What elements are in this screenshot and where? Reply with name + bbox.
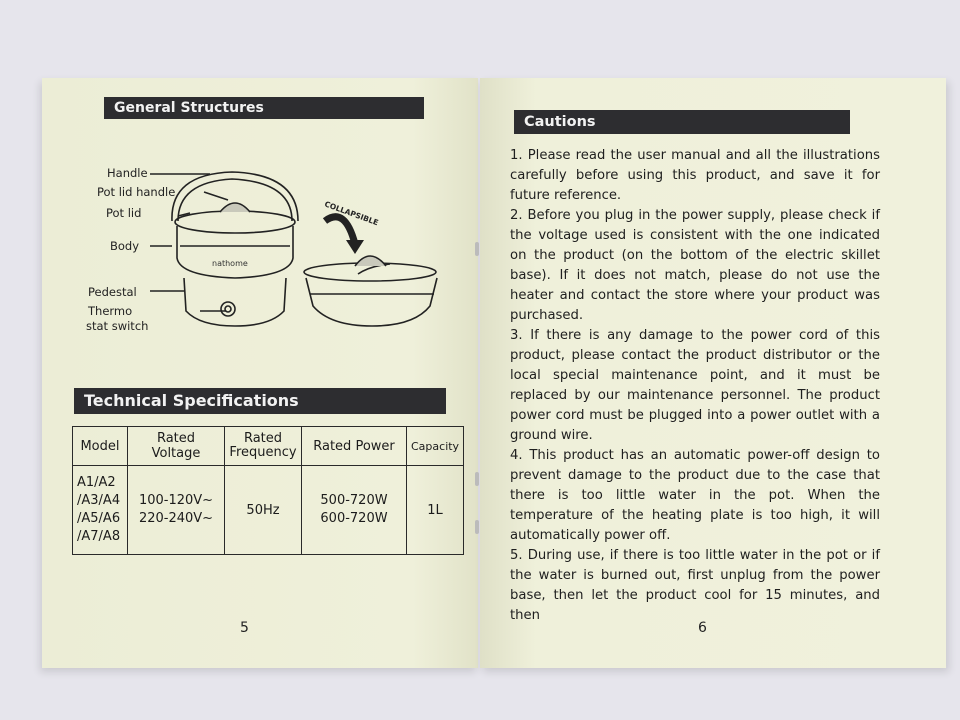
binding-stitch (475, 472, 479, 486)
cell-capacity: 1L (407, 466, 464, 555)
cautions-title: Cautions (514, 110, 850, 134)
spec-table (72, 426, 464, 555)
label-pot-lid-handle: Pot lid handle (97, 185, 176, 199)
caution-paragraph: 1. Please read the user manual and all the illustrations carefully before using this product, and save it for future reference. (510, 148, 880, 203)
header-rated-voltage: Rated Voltage (128, 427, 225, 466)
label-handle: Handle (107, 166, 148, 180)
cell-voltage: 100-120V~ 220-240V~ (128, 466, 225, 555)
multicooker-diagram (150, 166, 450, 336)
curved-arrow-icon (325, 217, 364, 254)
label-thermo-line1: Thermo (88, 304, 133, 318)
page-number-right: 6 (698, 620, 707, 636)
caution-paragraph: 2. Before you plug in the power supply, please check if the voltage used is consistent with the one indicated on the product (on the bottom of the electric skillet base). If it does not match, please do not use the heater and contact the store where your product was purchased. (510, 208, 880, 323)
label-pedestal: Pedestal (88, 285, 137, 299)
header-capacity: Capacity (407, 427, 464, 466)
binding-stitch (475, 242, 479, 256)
label-thermo-line2: stat switch (86, 319, 149, 333)
cell-model: A1/A2 /A3/A4 /A5/A6 /A7/A8 (73, 466, 128, 555)
cautions-text (510, 146, 880, 626)
cell-frequency: 50Hz (225, 466, 302, 555)
header-rated-frequency: Rated Frequency (225, 427, 302, 466)
cell-power: 500-720W 600-720W (302, 466, 407, 555)
brand-on-pot: nathome (212, 259, 248, 268)
spec-data-row (73, 466, 464, 555)
label-body: Body (110, 239, 140, 253)
svg-text:COLLAPSIBLE: COLLAPSIBLE (323, 199, 380, 228)
header-rated-power: Rated Power (302, 427, 407, 466)
label-pot-lid: Pot lid (106, 206, 142, 220)
header-model: Model (73, 427, 128, 466)
caution-paragraph: 4. This product has an automatic power-off design to prevent damage to the product due to the case that there is too little water in the pot. When the temperature of the heating plate is too high, it will automatically power off. (510, 448, 880, 543)
technical-specifications-title: Technical Specifications (74, 388, 446, 414)
page-number-left: 5 (240, 620, 249, 636)
caution-paragraph: 3. If there is any damage to the power cord of this product, please contact the product distributor or the local special maintenance point, and it must be replaced by our maintenance personnel. The product power cord must be plugged into a power outlet with a ground wire. (510, 328, 880, 443)
collapsed-cooker-diagram (304, 256, 437, 326)
general-structures-title: General Structures (104, 97, 424, 119)
spec-header-row (73, 427, 464, 466)
caution-paragraph: 5. During use, if there is too little water in the pot or if the water is burned out, first unplug from the power base, then let the product cool for 15 minutes, and then (510, 548, 880, 623)
binding-stitch (475, 520, 479, 534)
